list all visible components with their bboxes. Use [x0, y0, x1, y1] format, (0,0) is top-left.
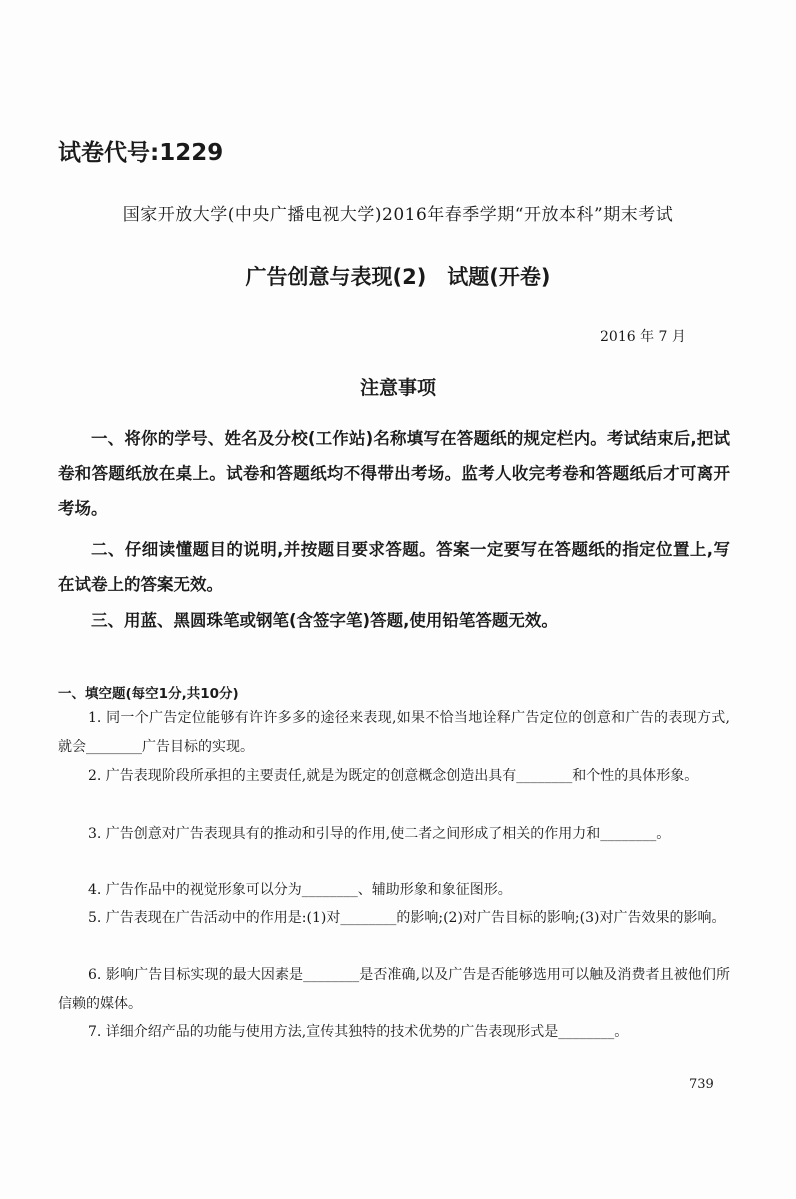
section-heading: 一、填空题(每空1分,共10分) [58, 686, 239, 702]
page-number: 739 [689, 1077, 714, 1092]
notice-item: 二、仔细读懂题目的说明,并按题目要求答题。答案一定要写在答题纸的指定位置上,写在试卷上的答案无效。 [58, 540, 730, 594]
notice-item: 一、将你的学号、姓名及分校(工作站)名称填写在答题纸的规定栏内。考试结束后,把试卷和答题纸放在桌上。试卷和答题纸均不得带出考场。监考人收完考卷和答题纸后才可离开考场。 [58, 429, 730, 518]
question-item: 6. 影响广告目标实现的最大因素是________是否准确,以及广告是否能够选用可以触及消费者且被他们所信赖的媒体。 [58, 967, 730, 1012]
question-item: 4. 广告作品中的视觉形象可以分为________、辅助形象和象征图形。 [88, 882, 512, 898]
question-item: 3. 广告创意对广告表现具有的推动和引导的作用,使二者之间形成了相关的作用力和________。 [88, 826, 671, 842]
exam-title-line: 国家开放大学(中央广播电视大学)2016年春季学期“开放本科”期末考试 [122, 205, 674, 225]
question-item: 1. 同一个广告定位能够有许许多多的途径来表现,如果不恰当地诠释广告定位的创意和广告的表现方式,就会________广告目标的实现。 [58, 710, 730, 755]
question-item: 2. 广告表现阶段所承担的主要责任,就是为既定的创意概念创造出具有________和个性的具体形象。 [88, 768, 699, 784]
paper-title: 广告创意与表现(2) 试题(开卷) [245, 265, 551, 289]
question-item: 5. 广告表现在广告活动中的作用是:(1)对________的影响;(2)对广告目标的影响;(3)对广告效果的影响。 [88, 910, 726, 926]
paper-code: 试卷代号:1229 [58, 140, 224, 166]
exam-date: 2016 年 7 月 [600, 329, 686, 345]
notice-item: 三、用蓝、黑圆珠笔或钢笔(含签字笔)答题,使用铅笔答题无效。 [91, 611, 558, 630]
question-item: 7. 详细介绍产品的功能与使用方法,宣传其独特的技术优势的广告表现形式是________。 [88, 1024, 629, 1040]
notice-heading: 注意事项 [359, 377, 436, 399]
